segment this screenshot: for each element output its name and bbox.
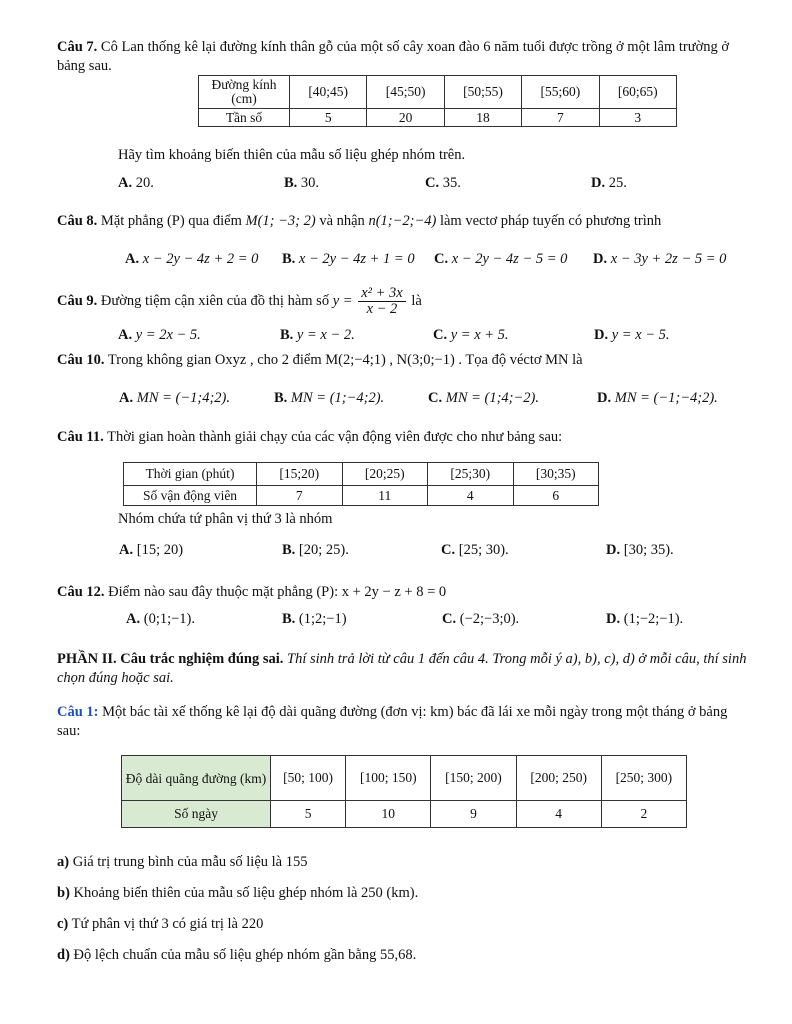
table-cell: 4 [516, 801, 601, 828]
option-a[interactable]: A. [15; 20) [119, 542, 184, 558]
table-cell: 3 [599, 109, 676, 127]
option-c[interactable]: C. (−2;−3;0). [442, 611, 520, 627]
options-q11 [0, 542, 792, 562]
table-cell: [200; 250) [516, 756, 601, 801]
table-cell: [250; 300) [601, 756, 686, 801]
option-a[interactable]: A. 20. [118, 175, 154, 191]
question-label: Câu 9. [57, 292, 98, 309]
table-cell: [25;30) [428, 463, 514, 486]
table-row-header: Số ngày [122, 801, 271, 828]
statement-d: d) Độ lệch chuẩn của mẫu số liệu ghép nhóm gần bằng 55,68. [57, 947, 417, 963]
table-row-header: Số vận động viên [124, 486, 257, 506]
option-d[interactable]: D. (1;−2;−1). [606, 611, 684, 627]
question-10: Câu 10. Trong không gian Oxyz , cho 2 điểm M(2;−4;1) , N(3;0;−1) . Tọa độ véctơ MN là [57, 352, 583, 368]
option-a[interactable]: A. (0;1;−1). [126, 611, 196, 627]
table-cell: [55;60) [522, 76, 599, 109]
table-cell: 2 [601, 801, 686, 828]
table-cell: [40;45) [290, 76, 367, 109]
table-cell: [45;50) [367, 76, 444, 109]
question-label: Câu 12. [57, 584, 105, 600]
option-c[interactable]: C. 35. [425, 175, 461, 191]
table-cell: [150; 200) [431, 756, 516, 801]
table-cell: 7 [257, 486, 343, 506]
option-a[interactable]: A. y = 2x − 5. [118, 327, 201, 343]
point-m: M(1; −3; 2) [245, 213, 316, 229]
table-row-header: Đường kính (cm) [199, 76, 290, 109]
table-cell: 11 [342, 486, 428, 506]
question-prompt: Hãy tìm khoảng biến thiên của mẫu số liệu ghép nhóm trên. [118, 147, 466, 163]
options-q9 [0, 327, 792, 347]
statement-c: c) Tứ phân vị thứ 3 có giá trị là 220 [57, 916, 264, 932]
option-d[interactable]: D. y = x − 5. [594, 327, 670, 343]
table-row-header: Tần số [199, 109, 290, 127]
statement-b: b) Khoảng biến thiên của mẫu số liệu ghép nhóm là 250 (km). [57, 885, 419, 901]
question-1: Câu 1: Một bác tài xế thống kê lại độ dài quãng đường (đơn vị: km) bác đã lái xe mỗi ngày trong một tháng ở bảng sau: [57, 704, 728, 739]
part-label: PHẦN II. Câu trắc nghiệm đúng sai. [57, 651, 284, 667]
option-b[interactable]: B. y = x − 2. [280, 327, 355, 343]
option-d[interactable]: D. [30; 35). [606, 542, 674, 558]
question-label: Câu 1: [57, 704, 99, 720]
question-8: Câu 8. Mặt phẳng (P) qua điểm M(1; −3; 2) và nhận n(1;−2;−4) làm vectơ pháp tuyến có phương trình [57, 213, 662, 229]
option-c[interactable]: C. MN = (1;4;−2). [428, 390, 539, 406]
question-label: Câu 8. [57, 213, 98, 229]
table-cell: [50;55) [444, 76, 521, 109]
table-cell: 5 [290, 109, 367, 127]
table-cell: [60;65) [599, 76, 676, 109]
race-time-table [123, 462, 599, 506]
option-b[interactable]: B. (1;2;−1) [282, 611, 347, 627]
table-cell: 5 [271, 801, 346, 828]
question-11: Câu 11. Thời gian hoàn thành giải chạy của các vận động viên được cho như bảng sau: [57, 429, 563, 445]
table-cell: [15;20) [257, 463, 343, 486]
question-text: Cô Lan thống kê lại đường kính thân gỗ của một số cây xoan đào 6 năm tuổi được trồng ở một lâm trường ở bảng sau. [57, 39, 730, 74]
option-c[interactable]: C. x − 2y − 4z − 5 = 0 [434, 251, 568, 267]
table-row-header: Thời gian (phút) [124, 463, 257, 486]
option-a[interactable]: A. x − 2y − 4z + 2 = 0 [125, 251, 259, 267]
option-b[interactable]: B. 30. [284, 175, 320, 191]
table-cell: [30;35) [513, 463, 599, 486]
option-b[interactable]: B. MN = (1;−4;2). [274, 390, 385, 406]
table-cell: 20 [367, 109, 444, 127]
table-cell: 4 [428, 486, 514, 506]
table-row-header: Độ dài quãng đường (km) [122, 756, 271, 801]
question-label: Câu 11. [57, 429, 104, 445]
option-c[interactable]: C. y = x + 5. [433, 327, 509, 343]
fraction: $\frac{\text{x² + 3x}}{x - 2}$ [358, 286, 406, 317]
question-9: Câu 9. Đường tiệm cận xiên của đồ thị hàm số y = $\frac{\text{x² + 3x}}{x - 2}$ là [57, 285, 422, 317]
normal-vector: n(1;−2;−4) [368, 213, 437, 229]
option-a[interactable]: A. MN = (−1;4;2). [119, 390, 230, 406]
statement-a: a) Giá trị trung bình của mẫu số liệu là 155 [57, 854, 308, 870]
option-b[interactable]: B. [20; 25). [282, 542, 349, 558]
table-cell: [100; 150) [346, 756, 431, 801]
question-7 [57, 38, 747, 76]
table-cell: 7 [522, 109, 599, 127]
table-cell: 18 [444, 109, 521, 127]
distance-table [121, 755, 687, 828]
table-cell: [50; 100) [271, 756, 346, 801]
table-cell: 9 [431, 801, 516, 828]
table-cell: 10 [346, 801, 431, 828]
option-d[interactable]: D. 25. [591, 175, 627, 191]
options-q7 [0, 175, 792, 195]
options-q12 [0, 611, 792, 631]
question-prompt: Nhóm chứa tứ phân vị thứ 3 là nhóm [118, 511, 333, 527]
diameter-table [198, 75, 677, 127]
option-d[interactable]: D. x − 3y + 2z − 5 = 0 [593, 251, 727, 267]
options-q8 [0, 251, 792, 271]
part-2-heading [57, 650, 747, 688]
part-instructions: Thí sinh trả lời từ câu 1 đến câu 4. Trong mỗi ý a), b), c), d) ở mỗi câu, thí sinh chọn đúng hoặc sai. [57, 651, 747, 686]
table-cell: 6 [513, 486, 599, 506]
question-label: Câu 10. [57, 352, 105, 368]
question-label: Câu 7. [57, 39, 98, 55]
option-c[interactable]: C. [25; 30). [441, 542, 509, 558]
option-d[interactable]: D. MN = (−1;−4;2). [597, 390, 718, 406]
options-q10 [0, 390, 792, 410]
option-b[interactable]: B. x − 2y − 4z + 1 = 0 [282, 251, 415, 267]
table-cell: [20;25) [342, 463, 428, 486]
question-12: Câu 12. Điểm nào sau đây thuộc mặt phẳng (P): x + 2y − z + 8 = 0 [57, 584, 447, 600]
